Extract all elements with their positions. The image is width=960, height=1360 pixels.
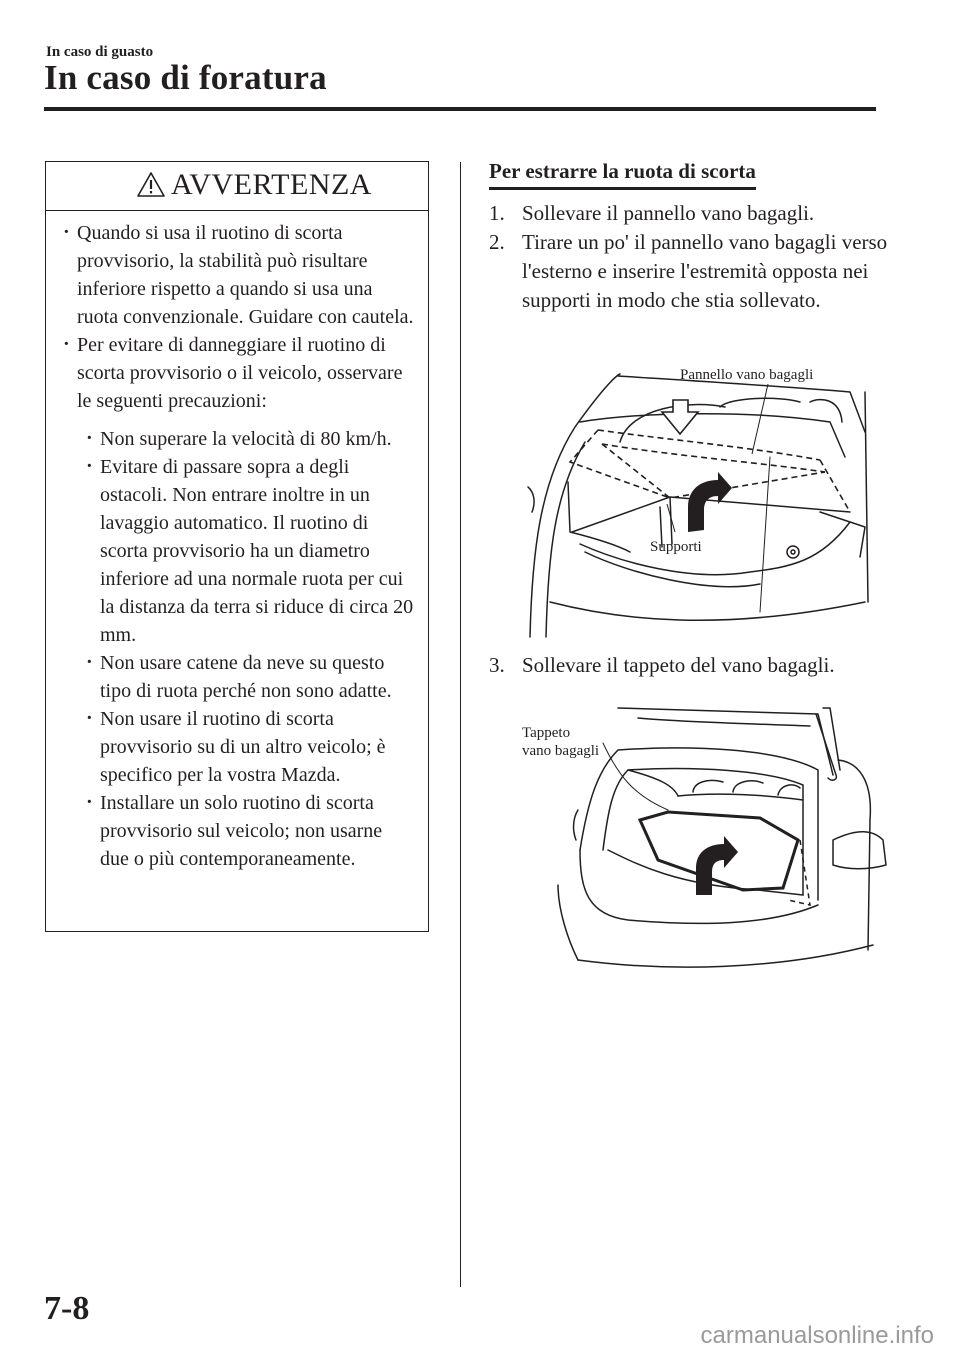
warning-box	[45, 161, 429, 932]
page-title: In caso di foratura	[44, 58, 327, 97]
label-luggage-mat-line1: Tappeto	[522, 725, 571, 741]
step-item	[489, 228, 889, 315]
precaution-item: · Non usare il ruotino di scorta provvisorio su di un altro veicolo; è specifico per la vostra Mazda.	[83, 705, 414, 789]
step-number: 3.	[489, 653, 505, 677]
column-divider	[460, 162, 461, 1287]
warning-body	[46, 211, 428, 873]
label-luggage-panel: Pannello vano bagagli	[680, 367, 814, 383]
title-rule	[44, 107, 876, 111]
warning-header	[46, 162, 428, 211]
step-text: Sollevare il tappeto del vano bagagli.	[522, 653, 835, 677]
section-heading: Per estrarre la ruota di scorta	[489, 159, 756, 190]
step-row	[489, 651, 889, 680]
label-luggage-mat-line2: vano bagagli	[522, 743, 600, 759]
precaution-item: · Installare un solo ruotino di scorta provvisorio sul veicolo; non usarne due o più contemporaneamente.	[83, 789, 414, 873]
step-text: Tirare un po' il pannello vano bagagli verso l'esterno e inserire l'estremità opposta nei supporti in modo che stia sollevato.	[522, 230, 888, 312]
step-item	[489, 651, 889, 680]
step-text: Sollevare il pannello vano bagagli.	[522, 201, 815, 225]
page-number: 7-8	[44, 1290, 90, 1327]
precaution-list	[60, 425, 414, 873]
warning-title: AVVERTENZA	[171, 168, 372, 201]
step-item	[489, 199, 889, 228]
figure-luggage-mat	[518, 700, 888, 990]
precaution-item: · Evitare di passare sopra a degli ostacoli. Non entrare inoltre in un lavaggio automatico. Il ruotino di scorta provvisorio ha un diametro inferiore ad una normale ruota per cui la distanza da terra si riduce di circa 20 mm.	[83, 453, 414, 649]
luggage-panel-illustration	[520, 362, 870, 642]
precaution-item: · Non usare catene da neve su questo tipo di ruota perché non sono adatte.	[83, 649, 414, 705]
warning-triangle-icon	[136, 171, 166, 198]
steps-list	[489, 199, 889, 315]
step-number: 2.	[489, 230, 505, 254]
step-number: 1.	[489, 201, 505, 225]
warning-item: · Per evitare di danneggiare il ruotino di scorta provvisorio o il veicolo, osservare le seguenti precauzioni:	[60, 331, 414, 415]
precaution-item: · Non superare la velocità di 80 km/h.	[83, 425, 414, 453]
breadcrumb: In caso di guasto	[46, 44, 154, 60]
watermark: carmanualsonline.info	[700, 1322, 934, 1349]
figure-luggage-panel	[520, 362, 870, 642]
label-supports: Supporti	[650, 539, 702, 555]
warning-item: · Quando si usa il ruotino di scorta provvisorio, la stabilità può risultare inferiore rispetto a quando si usa una ruota convenzionale. Guidare con cautela.	[60, 219, 414, 331]
